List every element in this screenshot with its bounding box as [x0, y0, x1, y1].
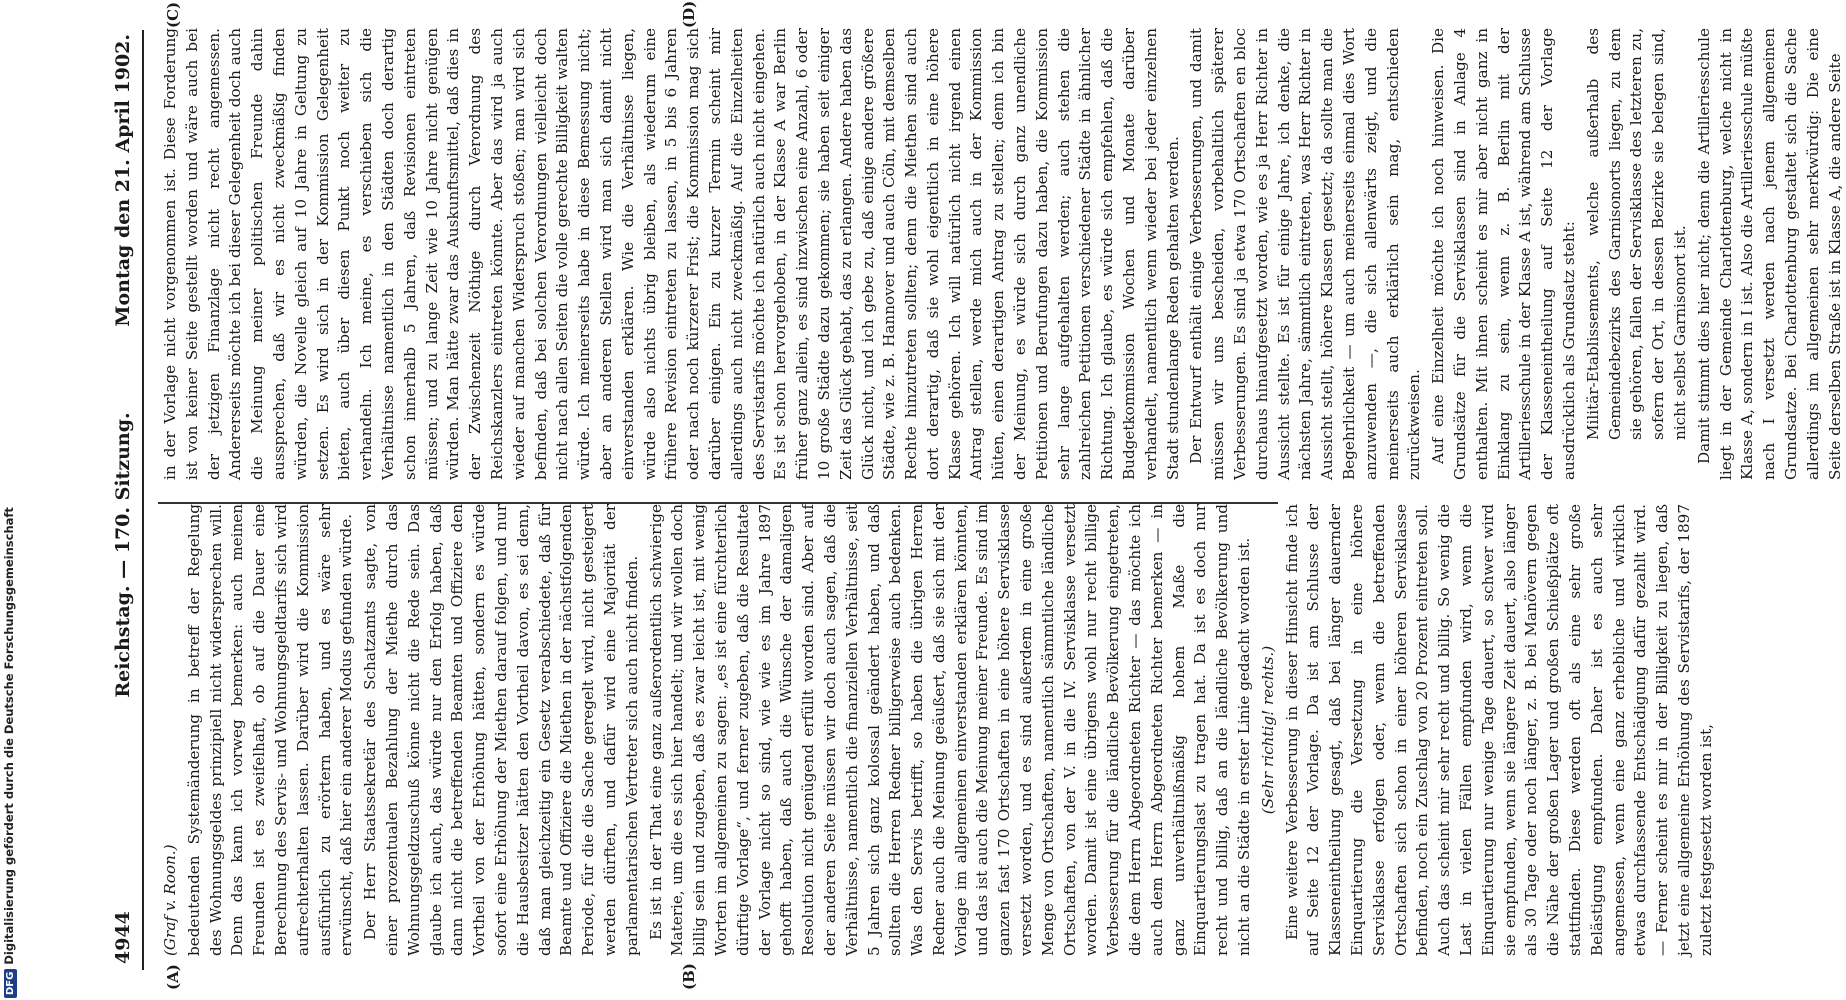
paragraph: bedeutenden Systemänderung in betreff der Regelung des Wohnungsgeldes prinzipiell nicht widersprechen will. Denn das kann ich vorweg bemerken: auch meinen Freunden ist es zweifelhaft, ob auf die Dauer eine Berechnung des Servis- und Wohnungsgeldtarifs sich wird aufrechterhalten lassen. Darüber wird die Kommission ausführlich zu erörtern haben, und es wäre sehr erwünscht, daß hier ein anderer Modus gefunden würde.: [184, 504, 356, 956]
paragraph: Der Entwurf enthält einige Verbesserungen, und damit müssen wir uns bescheiden, vorbehaltlich späterer Verbesserungen. Es sind ja etwa 170 Ortschaften en bloc durchaus hinaufgesetzt worden, wie es ja Herr Richter in Aussicht stellte. Es ist für einige Jahre, ich denke, die nächsten Jahre, sämmtlich eintreten, was Herr Richter in Aussicht stellt, höhere Klassen gesetzt; da sollte man die Begehrlichkeit — um auch meinerseits einmal dies Wort anzuwenden —, die sich allenwärts zeigt, und die meinerseits auch erklärlich sein mag, entschieden zurückweisen.: [1187, 28, 1424, 480]
interjection: (Sehr richtig! rechts.): [1258, 645, 1277, 815]
scanned-page: [68, 0, 1844, 1000]
paragraph: in der Vorlage nicht vorgenommen ist. Diese Forderung ist von keiner Seite gestellt worden und wäre auch bei der jetzigen Finanzlage nicht recht angemessen. Andererseits möchte ich bei dieser Gelegenheit doch auch die Meinung meiner politischen Freunde dahin aussprechen, daß wir es nicht zweckmäßig finden würden, die Novelle gleich auf 10 Jahre in Geltung zu setzen. Es wird sich in der Kommission Gelegenheit bieten, auch über diesen Punkt noch weiter zu verhandeln. Ich meine, es verschieben sich die Verhältnisse namentlich in den Städten doch derartig schon innerhalb 5 Jahren, daß Revisionen eintreten müssen; und zu lange Zeit wie 10 Jahre nicht genügen würden. Man hätte zwar das Auskunftsmittel, daß dies in der Zwischenzeit Nöthige durch Verordnung des Reichskanzlers eintreten könnte. Aber das wird ja auch wieder auf manchen Widerspruch stoßen; man wird sich befinden, daß bei solchen Verordnungen vielleicht doch nicht nach allen Seiten die volle gerechte Billigkeit walten würde. Ich meinerseits habe in diese Bemessung nicht; aber an anderen Stellen wird man sich damit nicht einverstanden erklären. Wie die Verhältnisse liegen, würde also nichts übrig bleiben, als wiederum eine frühere Revision eintreten zu lassen, in 5 bis 6 Jahren oder nach noch kürzerer Frist; die Kommission mag sich darüber einigen. Ein zu kurzer Termin scheint mir allerdings auch nicht zweckmäßig. Auf die Einzelheiten des Servistarifs möchte ich natürlich auch nicht eingehen. Es ist schon hervorgehoben, in der Klasse A war Berlin früher ganz allein, es sind inzwischen eine Anzahl, 6 oder 10 große Städte dazu gekommen; sie haben seit einiger Zeit das Glück gehabt, das zu erlangen. Andere haben das Glück nicht, und ich gebe zu, daß einige andere größere Städte, wie z. B. Hannover und auch Cöln, mit demselben Rechte hinzutreten sollten; denn die Miethen sind auch dort derartig, daß sie wohl eigentlich in eine höhere Klasse gehören. Ich will natürlich nicht irgend einen Antrag stellen, werde mich auch in der Kommission hüten, einen derartigen Antrag zu stellen; denn ich bin der Meinung, es würde sich durch ganz unendliche Petitionen und Berufungen dazu haben, die Kommission sehr lange aufgehalten werden; auch stehen die zahlreichen Petitionen verschiedener Städte in ähnlicher Richtung. Ich glaube, es würde sich empfehlen, daß die Budgetkommission Wochen und Monate darüber verhandelt, namentlich wenn wieder bei jeder einzelnen Stadt stundenlange Reden gehalten werden.: [161, 28, 1182, 480]
left-column: [160, 504, 1715, 956]
page-header: [108, 30, 144, 970]
funding-attribution-text: Digitalisierung gefördert durch die Deutsche Forschungsgemeinschaft: [2, 507, 16, 965]
column-divider: [158, 502, 1278, 504]
paragraph: Damit stimmt dies hier nicht; denn die Artilleriesschule liegt in der Gemeinde Charlottenburg, welche nicht in Klasse A, sondern in I ist. Also die Artilleriesschule müßte nach I versetzt werden nach jenem allgemeinen Grundsatze. Bei Charlottenburg gestaltet sich die Sache allerdings im allgemeinen sehr merkwürdig: Die eine Seite derselben Straße ist in Klasse A, die andere Seite: [1694, 28, 1844, 480]
page-number: 4944: [112, 911, 134, 964]
right-column: [160, 28, 1844, 480]
margin-mark-a: (A): [164, 964, 182, 990]
margin-mark-d: (D): [680, 0, 698, 28]
quoted-rule: Militär-Etablissements, welche außerhalb des Gemeindebezirks des Garnisonorts liegen, zu dem sie gehören, fallen der Servisklasse des letzteren zu, sofern der Ort, in dessen Bezirke sie belegen sind, nicht selbst Garnisonort ist.: [1583, 28, 1689, 440]
paragraph: Auf eine Einzelheit möchte ich noch hinweisen. Die Grundsätze für die Servisklassen sind in Anlage 4 enthalten. Mit ihnen scheint es mir aber nicht ganz in Einklang zu sein, wenn z. B. Berlin mit der Artilleriesschule in der Klasse A ist, während am Schlusse der Klasseneintheilung auf Seite 12 der Vorlage ausdrücklich als Grundsatz steht:: [1429, 28, 1578, 480]
margin-mark-c: (C): [164, 1, 182, 28]
session-date: Montag den 21. April 1902.: [112, 34, 134, 327]
paragraph: Der Herr Staatssekretär des Schatzamts sagte, von einer prozentualen Bezahlung der Miethe durch das Wohnungsgeldzuschuß könne nicht die Rede sein. Das glaube ich auch, das würde nur den Erfolg haben, daß dann nicht die betreffenden Beamten und Offiziere den Vortheil von der Erhöhung hätten, sondern es würde sofort eine Erhöhung der Miethen darauf folgen, und nur die Hausbesitzer hätten den Vortheil davon, es sei denn, daß man gleichzeitig ein Gesetz verabschiedete, daß für Beamte und Offiziere die Miethen in der nächstfolgenden Periode, für die die Sache geregelt wird, nicht gesteigert werden dürften, und dafür wird eine Majorität der parlamentarischen Vertreter sich auch nicht finden.: [361, 504, 641, 956]
paragraph: Eine weitere Verbesserung in dieser Hinsicht finde ich auf Seite 12 der Vorlage. Da ist am Schlusse der Klasseneintheilung gesagt, daß bei länger dauernder Einquartierung die Versetzung in eine höhere Servisklasse erfolgen oder, wenn die betreffenden Ortschaften sich schon in einer höheren Servisklasse befinden, noch ein Zuschlag von 20 Prozent eintreten soll. Auch das scheint mir sehr recht und billig. So wenig die Last in vielen Fällen empfunden wird, wenn die Einquartierung nur wenige Tage dauert, so schwer wird sie empfunden, wenn sie längere Zeit dauert, also länger als 30 Tage oder noch länger, z. B. bei Manövern gegen die Nähe der großen Lager und großen Schießplätze oft stattfinden. Diese werden oft als eine sehr große Belästigung empfunden. Daher ist es auch sehr angemessen, wenn eine ganz erhebliche und wirklich etwas durchfassende Entschädigung dafür gezahlt wird. — Ferner scheint es mir in der Billigkeit zu liegen, daß jetzt eine allgemeine Erhöhung des Servistarifs, der 1897 zuletzt festgesetzt worden ist,: [1282, 504, 1715, 956]
funding-attribution-strip: [0, 0, 22, 1000]
margin-mark-b: (B): [680, 963, 698, 990]
paragraph: Es ist in der That eine ganz außerordentlich schwierige Materie, um die es sich hier handelt; und wir wollen doch billig sein und zugeben, daß es zwar leicht ist, mit wenig Worten im allgemeinen zu sagen: „es ist eine fürchterlich dürftige Vorlage“, und ferner zugeben, daß die Resultate der Vorlage nicht so sind, wie wie es im Jahre 1897 gehofft haben, daß auch die Wünsche der damaligen Resolution nicht genügend erfüllt worden sind. Aber auf der anderen Seite müssen wir doch auch sagen, daß die Verhältnisse, namentlich die finanziellen Verhältnisse, seit 5 Jahren sich ganz kolossal geändert haben, und daß sollten die Herren Redner billigerweise auch bedenken. Was den Servis betrifft, so haben die übrigen Herren Redner auch die Meinung geäußert, daß sie sich mit der Vorlage im allgemeinen einverstanden erklären könnten, und das ist auch die Meinung meiner Freunde. Es sind im ganzen fast 170 Ortschaften in eine höhere Servisklasse versetzt worden, und es sind außerdem in eine große Menge von Ortschaften, namentlich sämmtliche ländliche Ortschaften, von der V. in die IV. Servisklasse versetzt worden. Damit ist eine übrigens wohl nur recht billige Verbesserung für die ländliche Bevölkerung eingetreten, die dem Herrn Abgeordneten Richter — das möchte ich auch dem Herrn Abgeordneten Richter bemerken — in ganz unverhältnißmäßig hohem Maße die Einquartierungslast zu tragen hat. Da ist es doch nur recht und billig, daß an die ländliche Bevölkerung und nicht an die Städte in erster Linie gedacht worden ist.: [646, 504, 1254, 956]
dfg-logo: DFG: [4, 969, 17, 998]
running-title: Reichstag. — 170. Sitzung.: [112, 412, 134, 698]
speaker-name: (Graf v. Roon.): [161, 844, 179, 956]
